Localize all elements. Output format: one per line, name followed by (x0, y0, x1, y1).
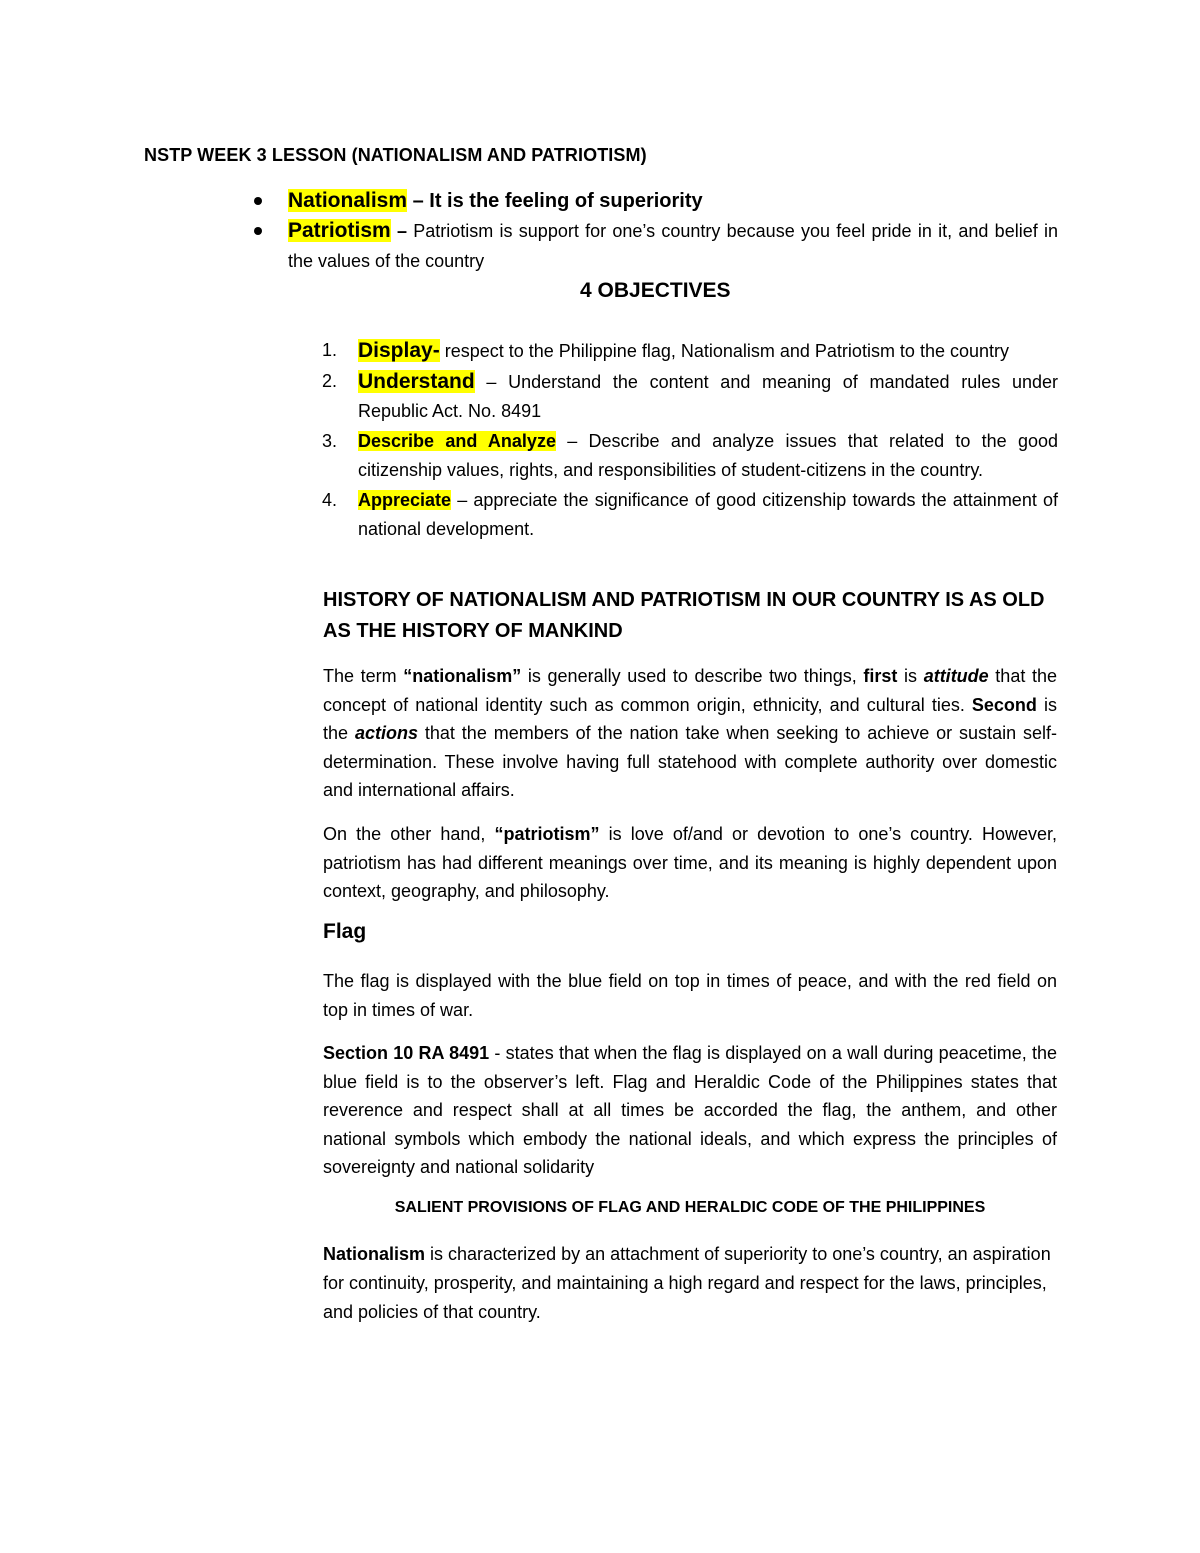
objective-text: – Understand the content and meaning of mandated rules under Republic Act. No. 8491 (358, 372, 1058, 421)
objective-text: respect to the Philippine flag, Nationalism and Patriotism to the country (439, 341, 1009, 361)
bold-term: Second (971, 694, 1037, 715)
objective-number: 3. (322, 431, 338, 451)
objective-item (322, 486, 1058, 544)
bold-term: “nationalism” (403, 666, 522, 686)
definition-text: It is the feeling of superiority (429, 190, 703, 212)
bullet-dot-icon (254, 227, 262, 235)
paragraph-nationalism (323, 662, 1057, 805)
definition-term: Patriotism (288, 219, 391, 242)
objective-term: Understand (358, 370, 475, 393)
bullet-dot-icon (254, 197, 262, 205)
objectives-heading: 4 OBJECTIVES (580, 279, 731, 302)
definitions-list (254, 186, 1058, 276)
document-title: NSTP WEEK 3 LESSON (NATIONALISM AND PATRIOTISM) (144, 145, 647, 165)
objective-text: – Describe and analyze issues that related to the good citizenship values, rights, and responsibilities of student-citizens in the country. (358, 431, 1059, 480)
definition-nationalism (254, 186, 1058, 216)
bold-term: “patriotism” (494, 824, 600, 844)
paragraph-last (323, 1240, 1063, 1327)
text-run: On the other hand, (323, 824, 495, 844)
text-run: is characterized by an attachment of superiority to one’s country, an aspiration for continuity, prosperity, and maintaining a high regard and respect for the laws, principles, and policies of that country. (323, 1244, 1051, 1322)
objective-number: 4. (322, 490, 338, 510)
definition-separator: – (407, 190, 430, 212)
bold-term: Section 10 RA 8491 (323, 1043, 490, 1063)
objective-term: Display- (358, 339, 440, 362)
salient-heading: SALIENT PROVISIONS OF FLAG AND HERALDIC CODE OF THE PHILIPPINES (394, 1199, 986, 1216)
text-run: The term (323, 666, 404, 686)
text-run: is love of/and or devotion to one’s country. However, patriotism has had different meanings over time, and its meaning is highly dependent upon context, geography, and philosophy. (323, 824, 1058, 901)
bold-term: first (863, 666, 898, 686)
text-run: that the concept of national identity such as common origin, ethnicity, and cultural ties. (323, 666, 1057, 715)
paragraph-section10 (323, 1039, 1057, 1182)
paragraph-flag: The flag is displayed with the blue field on top in times of peace, and with the red field on top in times of war. (323, 971, 1057, 1020)
text-run: that the members of the nation take when seeking to achieve or sustain self-determination. These involve having full statehood with complete authority over domestic and international affairs. (323, 723, 1057, 800)
definition-patriotism (254, 216, 1058, 276)
paragraph-patriotism (323, 820, 1057, 906)
objective-text: – appreciate the significance of good citizenship towards the attainment of national development. (358, 490, 1058, 539)
definition-term: Nationalism (288, 189, 408, 212)
objective-number: 1. (322, 340, 338, 360)
objective-term: Describe and Analyze (358, 431, 556, 451)
definition-text: Patriotism is support for one’s country because you feel pride in it, and belief in the values of the country (288, 221, 1058, 271)
text-run: is (897, 666, 924, 686)
flag-heading: Flag (323, 920, 367, 943)
definition-separator: – (390, 221, 414, 241)
bold-term: Nationalism (323, 1244, 426, 1264)
bold-italic-term: attitude (923, 666, 989, 686)
text-run: is generally used to describe two things, (521, 666, 864, 686)
objective-item (322, 336, 1058, 366)
objective-term: Appreciate (358, 490, 452, 510)
objective-number: 2. (322, 371, 338, 391)
history-heading: HISTORY OF NATIONALISM AND PATRIOTISM IN OUR COUNTRY IS AS OLD AS THE HISTORY OF MANKIND (323, 589, 1045, 642)
objective-item (322, 427, 1058, 485)
objectives-list (322, 336, 1058, 545)
text-run: is the (323, 694, 1057, 743)
bold-italic-term: actions (354, 723, 418, 743)
text-run: - states that when the flag is displayed on a wall during peacetime, the blue field is to the observer’s left. Flag and Heraldic Code of the Philippines states that reverence and respect shall at all times be accorded the flag, the anthem, and other national symbols which embody the national ideals, and which express the principles of sovereignty and national solidarity (323, 1043, 1057, 1177)
objective-item (322, 367, 1058, 426)
